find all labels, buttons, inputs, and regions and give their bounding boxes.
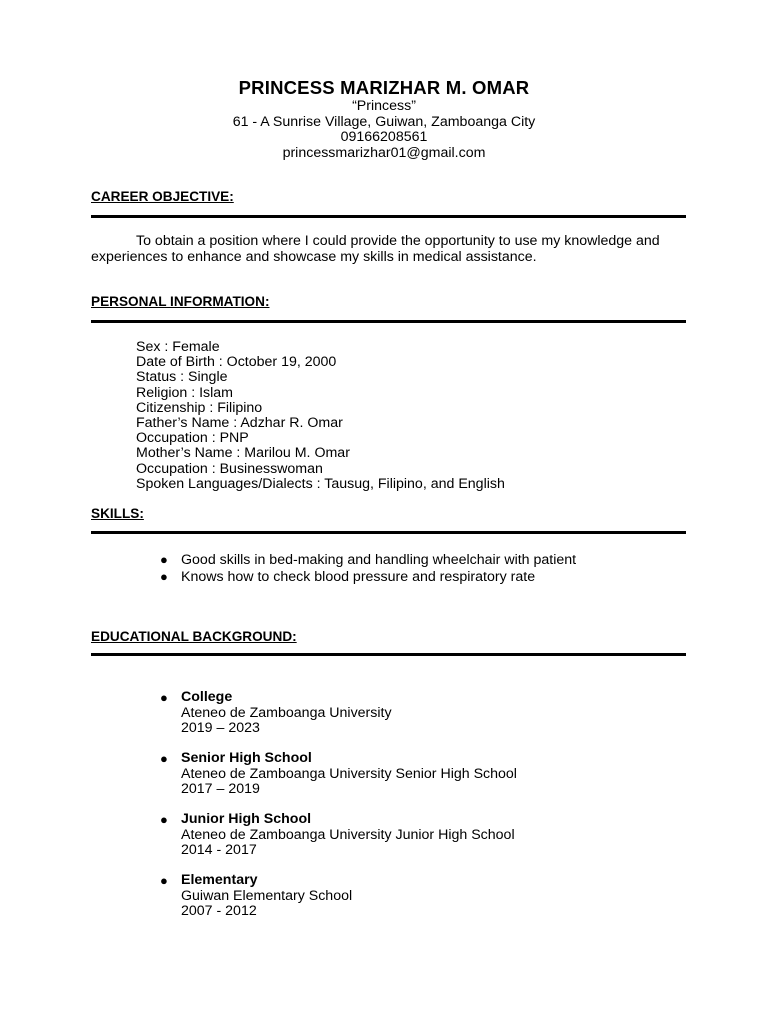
bullet-icon: ● bbox=[160, 568, 168, 584]
school-name: Guiwan Elementary School bbox=[181, 887, 353, 904]
personal-info-father-occupation: Occupation : PNP bbox=[136, 430, 249, 447]
personal-info-mother-name: Mother’s Name : Marilou M. Omar bbox=[136, 445, 350, 462]
skills-list bbox=[160, 552, 576, 585]
personal-information-heading: PERSONAL INFORMATION: bbox=[91, 294, 270, 309]
bullet-icon: ● bbox=[160, 873, 168, 888]
skills-heading: SKILLS: bbox=[91, 506, 144, 521]
personal-info-status: Status : Single bbox=[136, 369, 228, 386]
list-item bbox=[160, 552, 576, 569]
section-divider bbox=[91, 531, 686, 534]
education-level: College bbox=[181, 689, 233, 705]
list-item bbox=[160, 690, 517, 737]
personal-info-religion: Religion : Islam bbox=[136, 384, 233, 401]
bullet-icon: ● bbox=[160, 690, 168, 705]
school-name: Ateneo de Zamboanga University bbox=[181, 704, 392, 721]
career-objective-heading: CAREER OBJECTIVE: bbox=[91, 189, 234, 204]
section-divider bbox=[91, 215, 686, 218]
list-item bbox=[160, 569, 576, 586]
list-item bbox=[160, 812, 517, 859]
school-name: Ateneo de Zamboanga University Senior High School bbox=[181, 765, 517, 782]
education-level: Junior High School bbox=[181, 811, 312, 827]
school-name: Ateneo de Zamboanga University Junior High School bbox=[181, 826, 515, 843]
list-item bbox=[160, 751, 517, 798]
email-address: princessmarizhar01@gmail.com bbox=[282, 144, 486, 161]
career-objective-text: To obtain a position where I could provide the opportunity to use my knowledge and experiences to enhance and showcase my skills in medical assistance. bbox=[91, 233, 660, 265]
bullet-icon: ● bbox=[160, 751, 168, 766]
skill-text: Knows how to check blood pressure and respiratory rate bbox=[181, 568, 536, 585]
resume-header bbox=[0, 77, 768, 161]
personal-info-citizenship: Citizenship : Filipino bbox=[136, 399, 263, 416]
bullet-icon: ● bbox=[160, 812, 168, 827]
school-years: 2007 - 2012 bbox=[181, 903, 257, 919]
skill-text: Good skills in bed-making and handling wheelchair with patient bbox=[181, 552, 577, 568]
address: 61 - A Sunrise Village, Guiwan, Zamboanga City bbox=[232, 113, 536, 130]
education-list bbox=[160, 690, 517, 934]
bullet-icon: ● bbox=[160, 552, 168, 567]
educational-background-heading: EDUCATIONAL BACKGROUND: bbox=[91, 629, 297, 644]
phone-number: 09166208561 bbox=[340, 129, 428, 145]
personal-info-sex: Sex : Female bbox=[136, 339, 220, 355]
nickname: “Princess” bbox=[352, 98, 416, 114]
section-divider bbox=[91, 653, 686, 656]
education-level: Elementary bbox=[181, 872, 258, 888]
school-years: 2014 - 2017 bbox=[181, 842, 257, 858]
personal-info-birth-date: Date of Birth : October 19, 2000 bbox=[136, 354, 337, 371]
education-level: Senior High School bbox=[181, 750, 312, 766]
section-divider bbox=[91, 320, 686, 323]
applicant-name: PRINCESS MARIZHAR M. OMAR bbox=[238, 77, 530, 98]
personal-info-father-name: Father’s Name : Adzhar R. Omar bbox=[136, 415, 343, 432]
school-years: 2019 – 2023 bbox=[181, 720, 260, 736]
personal-information-list bbox=[136, 340, 505, 492]
list-item bbox=[160, 873, 517, 920]
personal-info-languages: Spoken Languages/Dialects : Tausug, Filipino, and English bbox=[136, 475, 505, 492]
school-years: 2017 – 2019 bbox=[181, 781, 260, 797]
personal-info-mother-occupation: Occupation : Businesswoman bbox=[136, 460, 323, 477]
